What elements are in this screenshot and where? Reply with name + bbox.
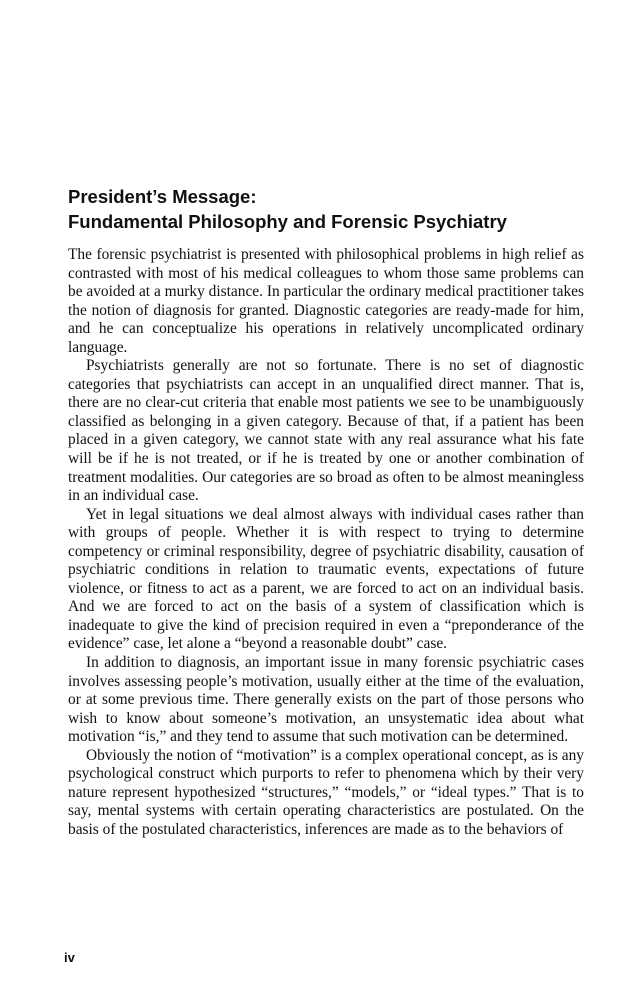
page-number: iv	[64, 950, 75, 965]
paragraph-2: Psychiatrists generally are not so fortunate. There is no set of diagnostic categories that psychiatrists can accept in an unqualified direct manner. That is, there are no clear-cut criteria that enable most patients we see to be unambiguously classified as belonging in a given category. Because of that, if a patient has been placed in a given category, we cannot state with any real assurance what his fate will be if he is not treated, or if he is treated by one or another combination of treatment modalities. Our categories are so broad as often to be almost meaningless in an individual case.	[68, 357, 584, 505]
paragraph-1: The forensic psychiatrist is presented with philosophical problems in high relief as contrasted with most of his medical colleagues to whom those same problems can be avoided at a murky distance. In particular the ordinary medical practitioner takes the notion of diagnosis for granted. Diagnostic categories are ready-made for him, and he can conceptualize his operations in relatively uncomplicated ordinary language.	[68, 246, 584, 356]
paragraph-5: Obviously the notion of “motivation” is a complex operational concept, as is any psychological construct which purports to refer to phenomena which by their very nature represent hypothesized “structures,” “models,” or “ideal types.” That is to say, mental systems with certain operating characteristics are postulated. On the basis of the postulated characteristics, inferences are made as to the behaviors of	[68, 746, 584, 838]
heading-line-1: President’s Message:	[68, 186, 257, 207]
article-heading	[68, 184, 588, 234]
heading-line-2: Fundamental Philosophy and Forensic Psychiatry	[68, 211, 507, 232]
paragraph-3: Yet in legal situations we deal almost always with individual cases rather than with groups of people. Whether it is with respect to trying to determine competency or criminal responsibility, degree of psychiatric disability, causation of psychiatric conditions in relation to traumatic events, expectations of future violence, or fitness to act as a parent, we are forced to act on an individual basis. And we are forced to act on the basis of a system of classification which is inadequate to give the kind of precision required in even a “preponderance of the evidence” case, let alone a “beyond a reasonable doubt” case.	[68, 505, 584, 653]
paragraph-4: In addition to diagnosis, an important issue in many forensic psychiatric cases involves assessing people’s motivation, usually either at the time of the evaluation, or at some previous time. There generally exists on the part of those persons who wish to know about someone’s motivation, an unsystematic idea about what motivation “is,” and they tend to assume that such motivation can be determined.	[68, 654, 584, 746]
article-body	[68, 246, 584, 840]
